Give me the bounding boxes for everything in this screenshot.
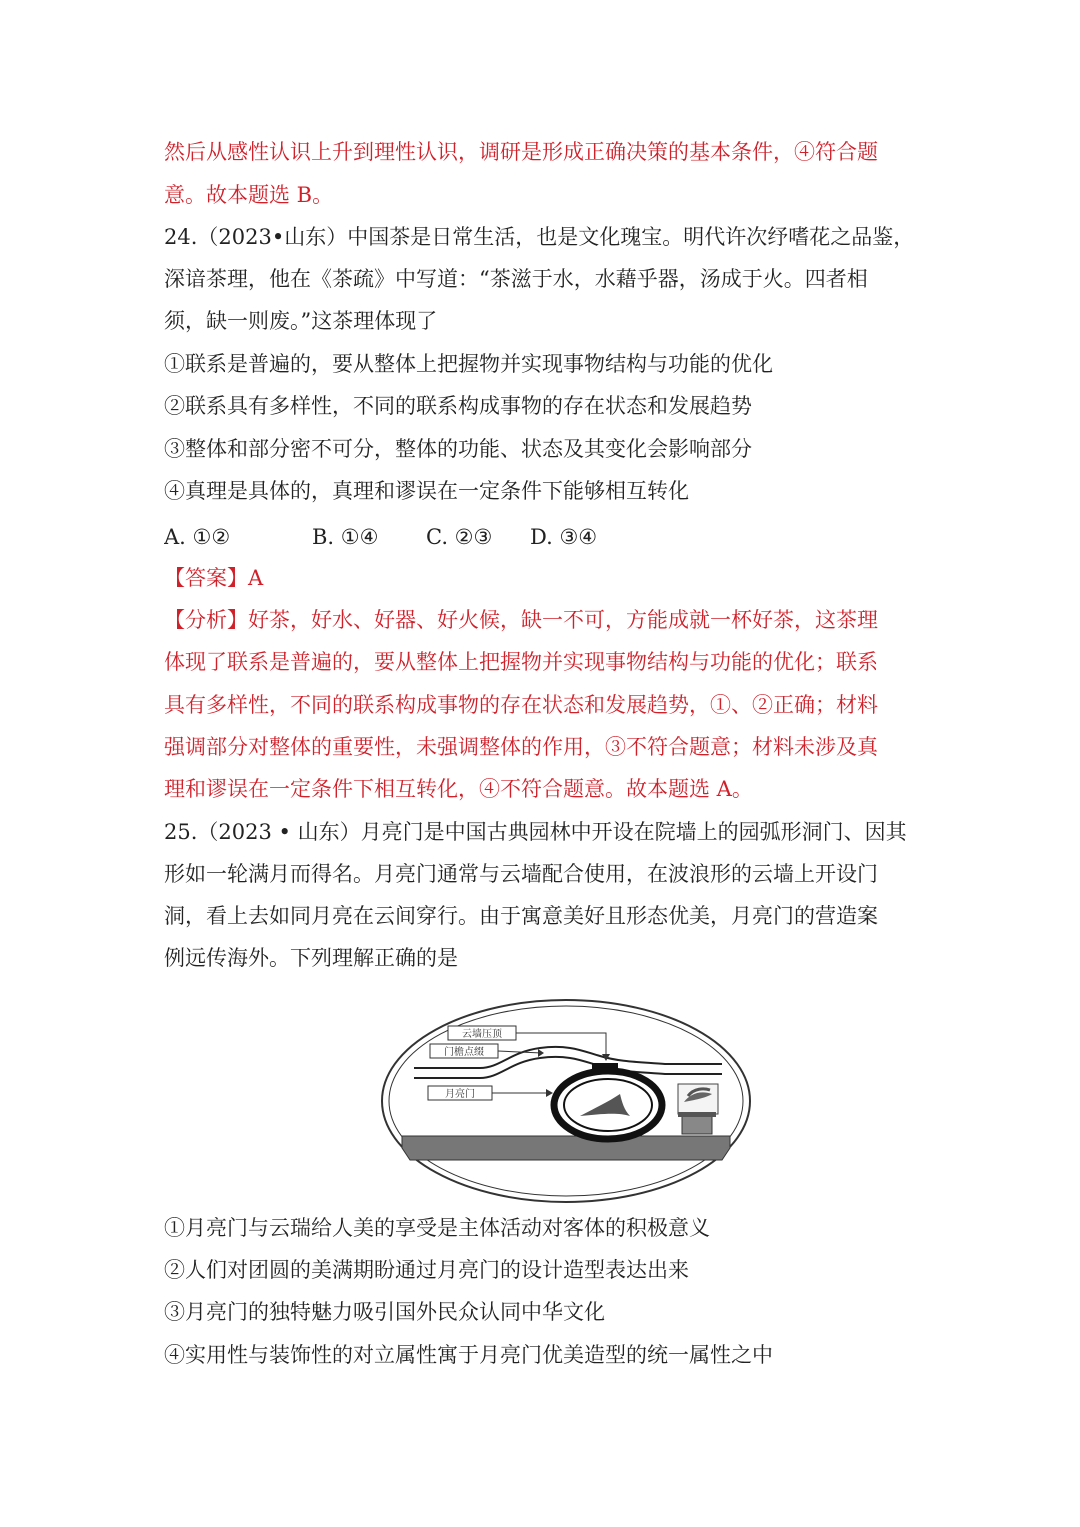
q24-analysis-line-5: 理和谬误在一定条件下相互转化，④不符合题意。故本题选 A。 <box>164 777 753 801</box>
q25-stem-line-4: 例远传海外。下列理解正确的是 <box>164 946 458 970</box>
q25-item-3: ③月亮门的独特魅力吸引国外民众认同中华文化 <box>164 1300 605 1324</box>
q24-item-3: ③整体和部分密不可分，整体的功能、状态及其变化会影响部分 <box>164 437 752 461</box>
q24-stem-line-2: 深谙茶理，他在《茶疏》中写道：“茶滋于水，水藉乎器，汤成于火。四者相 <box>164 267 868 291</box>
q24-stem-line-3: 须，缺一则废。”这茶理体现了 <box>164 309 438 333</box>
q25-stem-line-1: 25.（2023 • 山东）月亮门是中国古典园林中开设在院墙上的园弧形洞门、因其 <box>164 820 907 844</box>
q24-choice-a: A. ①② <box>164 525 231 549</box>
q24-answer: 【答案】A <box>164 566 264 590</box>
q25-stem-line-2: 形如一轮满月而得名。月亮门通常与云墙配合使用，在波浪形的云墙上开设门 <box>164 862 878 886</box>
q25-item-1: ①月亮门与云瑞给人美的享受是主体活动对客体的积极意义 <box>164 1216 710 1240</box>
moon-gate-figure <box>380 998 752 1204</box>
q24-stem-line-1: 24.（2023•山东）中国茶是日常生活，也是文化瑰宝。明代许次纾嗜花之品鉴， <box>164 225 915 249</box>
q24-analysis-line-3: 具有多样性，不同的联系构成事物的存在状态和发展趋势，①、②正确；材料 <box>164 693 878 717</box>
q24-analysis-line-2: 体现了联系是普遍的，要从整体上把握物并实现事物结构与功能的优化；联系 <box>164 650 878 674</box>
q24-choice-b: B. ①④ <box>312 525 379 549</box>
q24-choice-c: C. ②③ <box>426 525 493 549</box>
q24-analysis-line-1: 【分析】好茶，好水、好器、好火候，缺一不可，方能成就一杯好茶，这茶理 <box>164 608 878 632</box>
q25-item-4: ④实用性与装饰性的对立属性寓于月亮门优美造型的统一属性之中 <box>164 1343 773 1367</box>
label-door-eave: 门檐点缀 <box>444 1047 484 1058</box>
q24-item-2: ②联系具有多样性，不同的联系构成事物的存在状态和发展趋势 <box>164 394 752 418</box>
q25-item-2: ②人们对团圆的美满期盼通过月亮门的设计造型表达出来 <box>164 1258 689 1282</box>
label-cloud-wall-top: 云墙压顶 <box>462 1029 502 1040</box>
q24-item-4: ④真理是具体的，真理和谬误在一定条件下能够相互转化 <box>164 479 689 503</box>
prev-analysis-line-1: 然后从感性认识上升到理性认识，调研是形成正确决策的基本条件，④符合题 <box>164 140 878 164</box>
q24-item-1: ①联系是普遍的，要从整体上把握物并实现事物结构与功能的优化 <box>164 352 773 376</box>
label-moon-gate: 月亮门 <box>445 1089 475 1100</box>
ground-band <box>402 1136 730 1160</box>
arrow-moon-gate <box>546 1089 553 1097</box>
q24-choice-d: D. ③④ <box>530 525 598 549</box>
prev-analysis-line-2: 意。故本题选 B。 <box>164 183 334 207</box>
arrow-door-eave <box>538 1049 544 1057</box>
q24-choices <box>164 522 924 552</box>
moon-gate-diagram <box>380 998 752 1204</box>
q24-analysis-line-4: 强调部分对整体的重要性，未强调整体的作用，③不符合题意；材料未涉及真 <box>164 735 878 759</box>
q25-stem-line-3: 洞，看上去如同月亮在云间穿行。由于寓意美好且形态优美，月亮门的营造案 <box>164 904 878 928</box>
bonsai-pot-rim <box>678 1112 716 1117</box>
